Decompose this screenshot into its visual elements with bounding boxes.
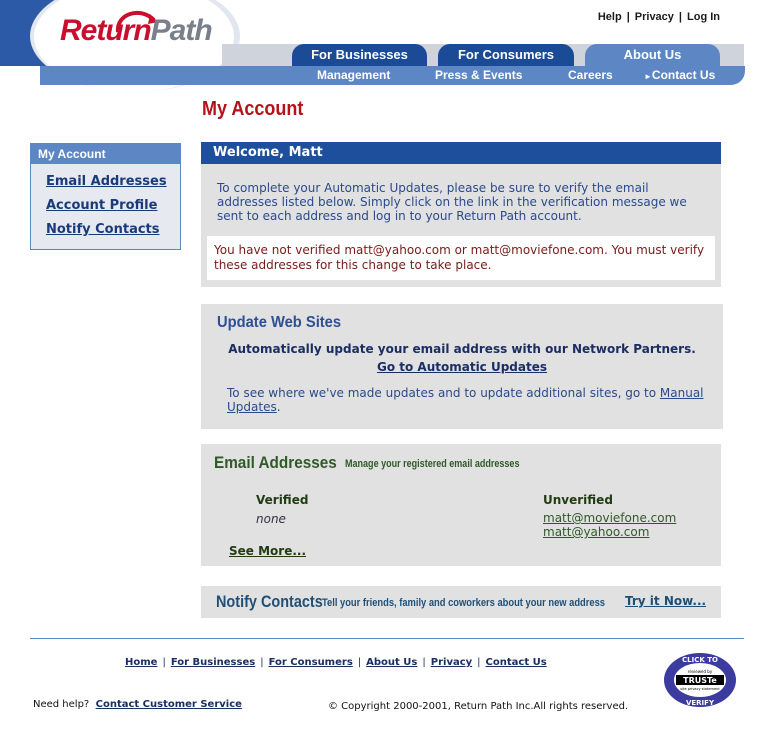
verified-column-heading: Verified	[256, 493, 309, 507]
copyright: © Copyright 2000-2001, Return Path Inc.All rights reserved.	[328, 701, 629, 712]
see-more-link[interactable]: See More...	[229, 544, 307, 558]
manual-updates-prefix: To see where we've made updates and to update additional sites, go to	[227, 386, 660, 400]
need-help-label: Need help?	[33, 699, 90, 710]
sub-navigation-bar	[40, 66, 745, 85]
logo-word-return: Return	[60, 14, 151, 47]
go-to-automatic-updates-link[interactable]: Go to Automatic Updates	[376, 360, 548, 374]
footer-link-contact-us[interactable]: Contact Us	[485, 657, 547, 668]
welcome-heading: Welcome, Matt	[201, 142, 721, 164]
subnav-management[interactable]: Management	[317, 68, 391, 82]
unverified-column-heading: Unverified	[543, 493, 613, 507]
footer-link-about-us[interactable]: About Us	[366, 657, 418, 668]
manual-updates-text	[227, 386, 707, 414]
tab-about-us[interactable]: About Us	[585, 44, 720, 66]
footer-link-home[interactable]: Home	[125, 657, 158, 668]
sidebar-item-notify-contacts[interactable]: Notify Contacts	[46, 222, 160, 237]
sidebar-title: My Account	[31, 144, 180, 164]
tab-for-businesses[interactable]: For Businesses	[292, 44, 427, 66]
email-addresses-title: Email Addresses	[214, 453, 337, 472]
email-addresses-subtitle: Manage your registered email addresses	[345, 458, 520, 470]
footer-link-for-consumers[interactable]: For Consumers	[268, 657, 353, 668]
footer-navigation: Home | For Businesses | For Consumers | About Us | Privacy | Contact Us	[125, 657, 547, 668]
subnav-contact-us[interactable]	[644, 67, 715, 85]
unverified-email-moviefone[interactable]: matt@moviefone.com	[543, 511, 677, 525]
footer-divider	[30, 638, 744, 639]
truste-reviewed-by: reviewed by	[687, 669, 713, 674]
update-web-sites-tagline: Automatically update your email address with our Network Partners.	[228, 342, 696, 356]
truste-verify: VERIFY	[685, 699, 715, 707]
truste-seal-icon[interactable]	[662, 652, 738, 708]
arrow-right-icon: ►	[644, 72, 652, 81]
manual-updates-link[interactable]: Manual Updates	[227, 386, 704, 414]
tab-for-consumers[interactable]: For Consumers	[438, 44, 574, 66]
truste-brand: TRUSTe	[683, 676, 717, 685]
notify-contacts-subtitle: Tell your friends, family and coworkers about your new address	[322, 597, 606, 609]
truste-click-to: CLICK TO	[682, 656, 718, 664]
footer-link-privacy[interactable]: Privacy	[430, 657, 473, 668]
page-title: My Account	[202, 98, 304, 120]
automatic-updates-link-row	[201, 360, 723, 374]
update-web-sites-title: Update Web Sites	[217, 314, 342, 331]
verified-value: none	[256, 512, 286, 526]
return-path-logo[interactable]	[60, 14, 212, 48]
privacy-link[interactable]: Privacy	[634, 11, 674, 23]
need-help	[33, 699, 242, 710]
verification-warning: You have not verified matt@yahoo.com or matt@moviefone.com. You must verify these addresses for this change to take place.	[214, 243, 705, 272]
manual-updates-suffix: .	[276, 400, 281, 414]
unverified-email-yahoo[interactable]: matt@yahoo.com	[543, 525, 650, 539]
welcome-instructions: To complete your Automatic Updates, please be sure to verify the email addresses listed below. Simply click on the link in the verification message we sent to each address and log in to your Return Path account.	[217, 181, 687, 223]
sidebar-item-email-addresses[interactable]: Email Addresses	[46, 174, 167, 189]
contact-customer-service-link[interactable]: Contact Customer Service	[95, 699, 242, 710]
try-it-now-link[interactable]: Try it Now...	[625, 594, 707, 608]
logo-word-path: Path	[150, 14, 212, 47]
subnav-contact-us-label: Contact Us	[651, 68, 716, 82]
help-link[interactable]: Help	[597, 11, 622, 23]
login-link[interactable]: Log In	[687, 11, 720, 23]
truste-small-text: site privacy statement	[680, 687, 720, 691]
notify-contacts-title: Notify Contacts	[216, 592, 323, 611]
subnav-press-events[interactable]: Press & Events	[435, 68, 523, 82]
utility-links: Help | Privacy | Log In	[597, 11, 720, 23]
subnav-careers[interactable]: Careers	[568, 68, 613, 82]
footer-link-for-businesses[interactable]: For Businesses	[170, 657, 256, 668]
sidebar-item-account-profile[interactable]: Account Profile	[46, 198, 158, 213]
